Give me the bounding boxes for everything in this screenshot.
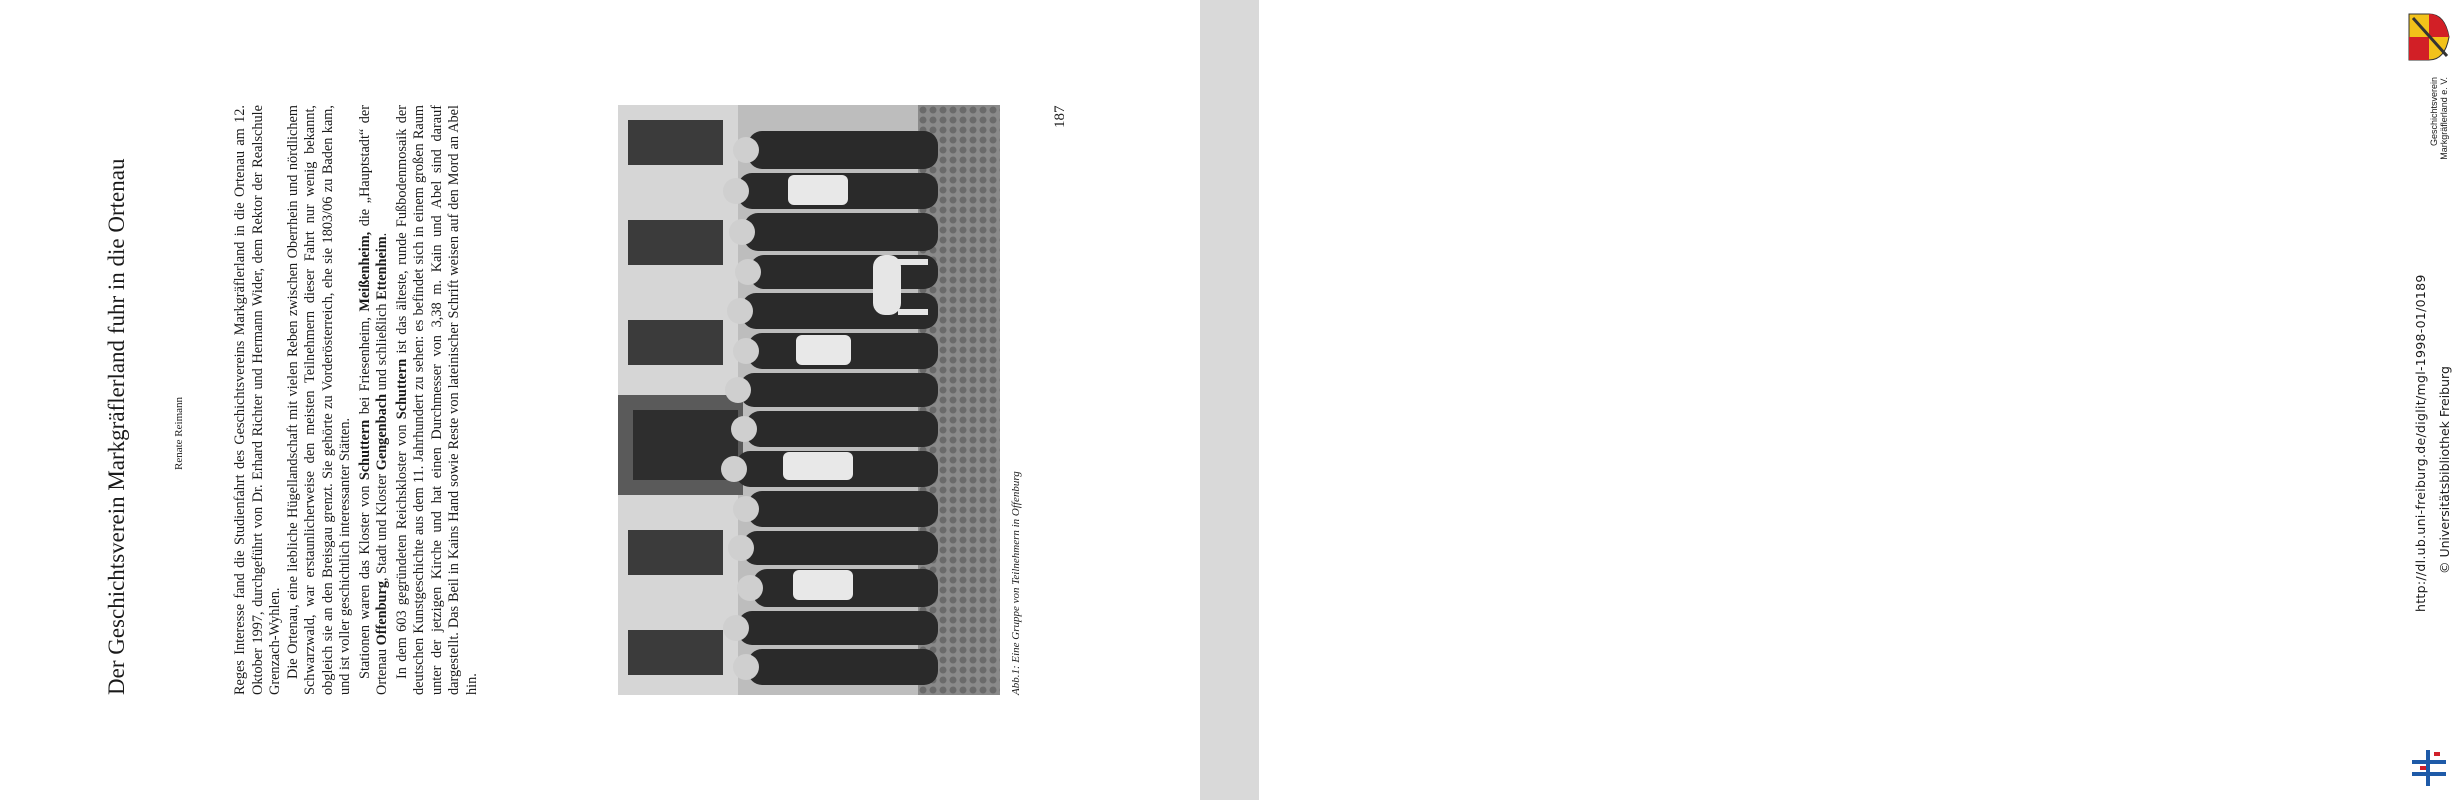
page-number: 187: [1052, 105, 1068, 128]
ub-freiburg-logo-icon[interactable]: [2408, 746, 2450, 790]
photo-caption: Abb.1: Eine Gruppe von Teilnehmern in Offenburg: [1010, 471, 1022, 695]
group-photo: [618, 105, 1000, 695]
document-page: [0, 0, 1200, 800]
paragraph-1: Reges Interesse fand die Studienfahrt des Geschichtsvereins Markgräflerland in die Ortenau am 12. Oktober 1997, durchgeführt von Dr. Erhard Richter und Hermann Wider, dem Rektor der Realschule Grenzach-Wyhlen.: [232, 105, 283, 695]
paragraph-4: In dem 603 gegründeten Reichskloster von Schuttern ist das älteste, runde Fußbodenmosaik der deutschen Kunstgeschichte aus dem 11. Jahrhundert zu sehen: es befindet sich in einem großen Raum unter der jetzigen Kirche und hat einen Durchmesser von 3,38 m. Kain und Abel sind darauf dargestellt. Das Beil in Kains Hand sowie Reste von lateinischer Schrift weisen auf den Mord an Abel hin.: [393, 105, 480, 695]
copyright-notice: © Universitätsbibliothek Freiburg: [2437, 366, 2452, 574]
paragraph-2: Die Ortenau, eine liebliche Hügellandschaft mit vielen Reben zwischen Oberrhein und nördlichem Schwarzwald, war erstaunlicherweise den meisten Teilnehmern dieser Fahrt nur wenig bekannt, obgleich sie an den Breisgau grenzt. Sie gehörte zu Vorderösterreich, ehe sie 1803/06 zu Baden kam, und ist voller geschichtlich interessanter Stätten.: [284, 105, 353, 695]
paragraph-3: Stationen waren das Kloster von Schuttern bei Friesenheim, Meißenheim, die „Hauptstadt“ der Ortenau Offenburg, Stadt und Kloster Gengenbach und schließlich Ettenheim.: [356, 105, 390, 695]
article-author: Renate Reimann: [173, 396, 185, 470]
society-name: Geschichtsverein Markgräflerland e. V.: [2429, 77, 2449, 160]
permalink-url[interactable]: http://dl.ub.uni-freiburg.de/diglit/mgl-1998-01/0189: [2413, 274, 2428, 612]
article-title: Der Geschichtsverein Markgräflerland fuhr in die Ortenau: [104, 158, 129, 695]
article-body: [232, 105, 481, 695]
coat-of-arms-icon: [2407, 12, 2451, 62]
library-sidebar: [1200, 0, 2452, 800]
